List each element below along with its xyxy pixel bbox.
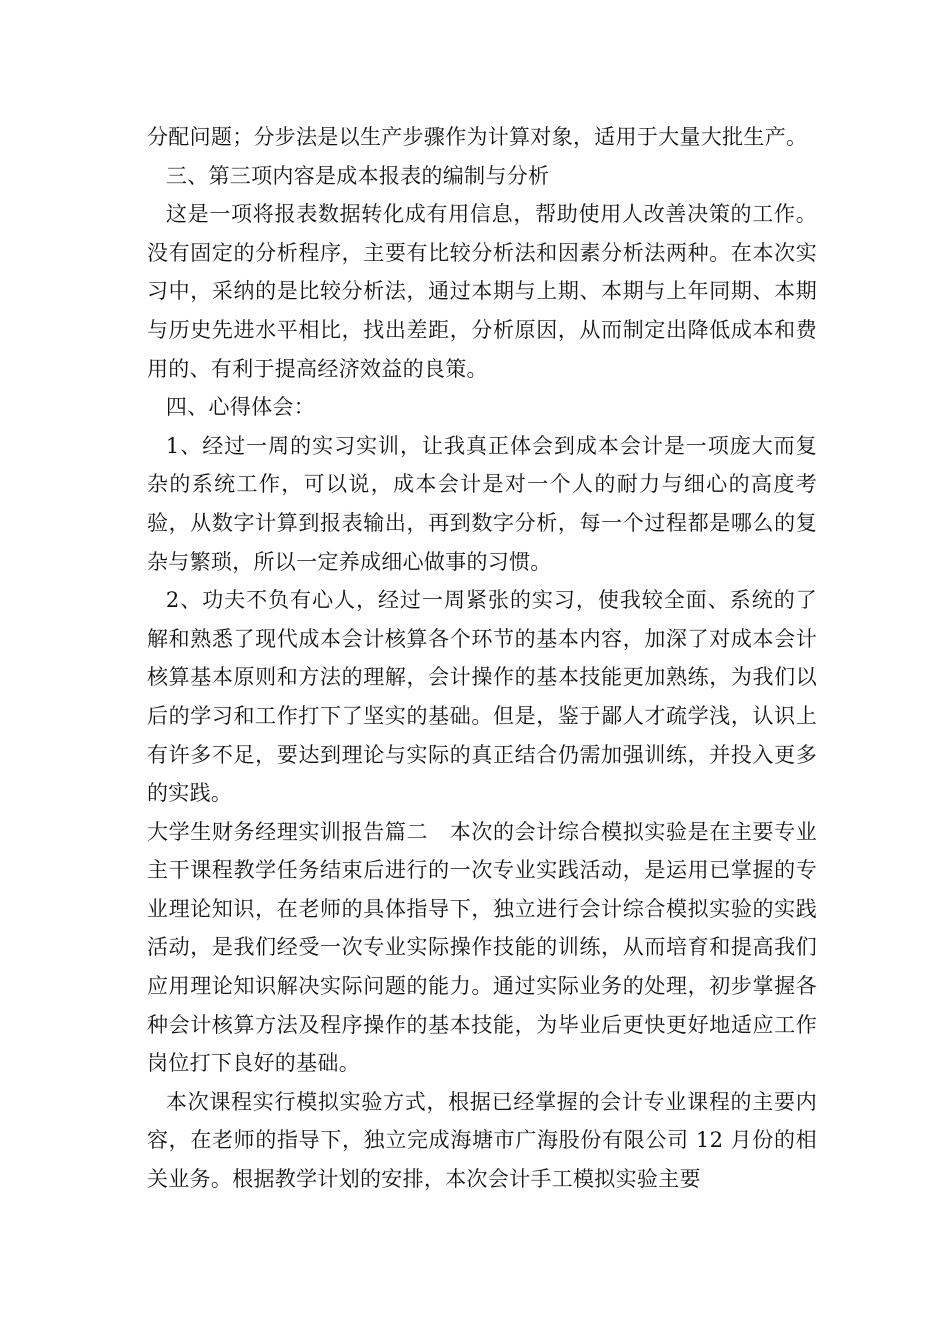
paragraph-6: 本次课程实行模拟实验方式，根据已经掌握的会计专业课程的主要内容，在老师的指导下，独立完成海塘市广海股份有限公司 12 月份的相关业务。根据教学计划的安排，本次会计手工模拟实验主要 — [147, 1089, 817, 1192]
section-heading-4: 四、心得体会： — [165, 395, 315, 420]
paragraph-1: 分配问题；分步法是以生产步骤作为计算对象，适用于大量大批生产。 — [147, 125, 808, 149]
document-body — [147, 118, 817, 1199]
paragraph-2: 这是一项将报表数据转化成有用信息，帮助使用人改善决策的工作。没有固定的分析程序，主要有比较分析法和因素分析法两种。在本次实习中，采纳的是比较分析法，通过本期与上期、本期与上年同期、本期与历史先进水平相比，找出差距，分析原因，从而制定出降低成本和费用的、有利于提高经济效益的良策。 — [147, 202, 817, 381]
paragraph-4: 2、功夫不负有心人，经过一周紧张的实习，使我较全面、系统的了解和熟悉了现代成本会计核算各个环节的基本内容，加深了对成本会计核算基本原则和方法的理解，会计操作的基本技能更加熟练，为我们以后的学习和工作打下了坚实的基础。但是，鉴于鄙人才疏学浅，认识上有许多不足，要达到理论与实际的真正结合仍需加强训练，并投入更多的实践。 — [147, 588, 817, 806]
paragraph-5: 大学生财务经理实训报告篇二 本次的会计综合模拟实验是在主要专业主干课程教学任务结束后进行的一次专业实践活动，是运用已掌握的专业理论知识，在老师的具体指导下，独立进行会计综合模拟实验的实践活动，是我们经受一次专业实际操作技能的训练，从而培育和提高我们应用理论知识解决实际问题的能力。通过实际业务的处理，初步掌握各种会计核算方法及程序操作的基本技能，为毕业后更快更好地适应工作岗位打下良好的基础。 — [147, 819, 817, 1076]
paragraph-3: 1、经过一周的实习实训，让我真正体会到成本会计是一项庞大而复杂的系统工作，可以说，成本会计是对一个人的耐力与细心的高度考验，从数字计算到报表输出，再到数字分析，每一个过程都是哪么的复杂与繁琐，所以一定养成细心做事的习惯。 — [147, 433, 817, 574]
section-heading-3: 三、第三项内容是成本报表的编制与分析 — [165, 163, 550, 188]
